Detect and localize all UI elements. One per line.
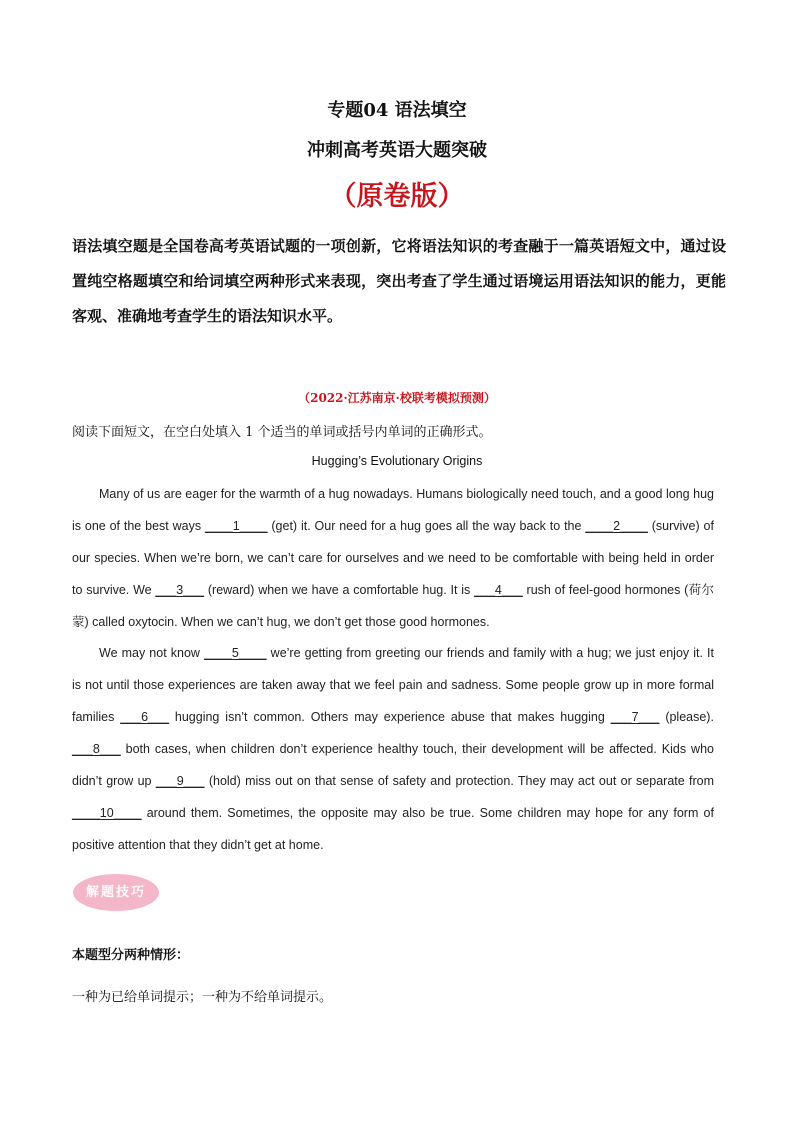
tips-text: 一种为已给单词提示；一种为不给单词提示。 bbox=[72, 990, 333, 1005]
tips-badge: 解题技巧 bbox=[73, 874, 159, 911]
doc-title-line2: 冲刺高考英语大题突破 bbox=[307, 140, 487, 161]
passage-text: (hold) miss out on that sense of safety and protection. They may act out or separate from bbox=[208, 774, 715, 788]
intro-paragraph: 语法填空题是全国卷高考英语试题的一项创新，它将语法知识的考查融于一篇英语短文中，通过设置纯空格题填空和给词填空两种形式来表现，突出考查了学生通过语境运用语法知识的能力，更能客观、准确地考查学生的语法知识水平。 bbox=[72, 237, 726, 325]
passage-text: Many of us are eager for the warmth of a hug nowadays. Humans biologically need touch, and a good long hug is one of the best ways bbox=[72, 487, 714, 533]
blank-1: ____1____ bbox=[204, 519, 268, 533]
passage-text: (survive) of our species. When we’re born, we can’t care for ourselves and we need to be comfortable with being held in order to survive. We bbox=[72, 519, 714, 597]
doc-title-line1: 专题04 语法填空 bbox=[327, 100, 467, 121]
blank-3: ___3___ bbox=[155, 583, 205, 597]
passage-text: (get) it. Our need for a hug goes all the way back to the bbox=[271, 519, 582, 533]
passage-text: hugging isn’t common. Others may experience abuse that makes hugging bbox=[174, 710, 605, 724]
passage-text: rush of feel-good hormones (荷尔蒙) called oxytocin. When we can’t hug, we don’t get those good hormones. bbox=[72, 583, 714, 629]
exercise-source: （2022·江苏南京·校联考模拟预测） bbox=[298, 391, 496, 405]
passage-title: Hugging’s Evolutionary Origins bbox=[311, 454, 483, 468]
passage-text: (reward) when we have a comfortable hug. It is bbox=[207, 583, 471, 597]
tips-title: 本题型分两种情形： bbox=[72, 948, 190, 963]
blank-8: ___8___ bbox=[72, 742, 121, 756]
blank-2: ____2____ bbox=[585, 519, 648, 533]
passage-text: we’re getting from greeting our friends and family with a hug; we just enjoy it. It is not until those experiences are taken away that we feel pain and sadness. Some people grow up in more formal families bbox=[72, 646, 714, 724]
passage-paragraph-2 bbox=[72, 637, 714, 861]
passage-paragraph-1 bbox=[72, 478, 714, 638]
blank-4: ___4___ bbox=[474, 583, 523, 597]
passage-text: We may not know bbox=[99, 646, 200, 660]
blank-7: ___7___ bbox=[610, 710, 660, 724]
blank-10: ____10____ bbox=[72, 806, 142, 820]
blank-5: ____5____ bbox=[204, 646, 267, 660]
passage-text: (please). bbox=[665, 710, 714, 724]
passage-text: around them. Sometimes, the opposite may also be true. Some children may hope for any form of positive attention that they didn’t get at home. bbox=[72, 806, 714, 852]
blank-6: ___6___ bbox=[120, 710, 169, 724]
blank-9: ___9___ bbox=[155, 774, 205, 788]
passage-text: both cases, when children don’t experience healthy touch, their development will be affected. Kids who didn’t grow up bbox=[72, 742, 714, 788]
exercise-instruction: 阅读下面短文，在空白处填入 1 个适当的单词或括号内单词的正确形式。 bbox=[72, 425, 492, 440]
doc-title-line3: （原卷版） bbox=[329, 181, 465, 212]
